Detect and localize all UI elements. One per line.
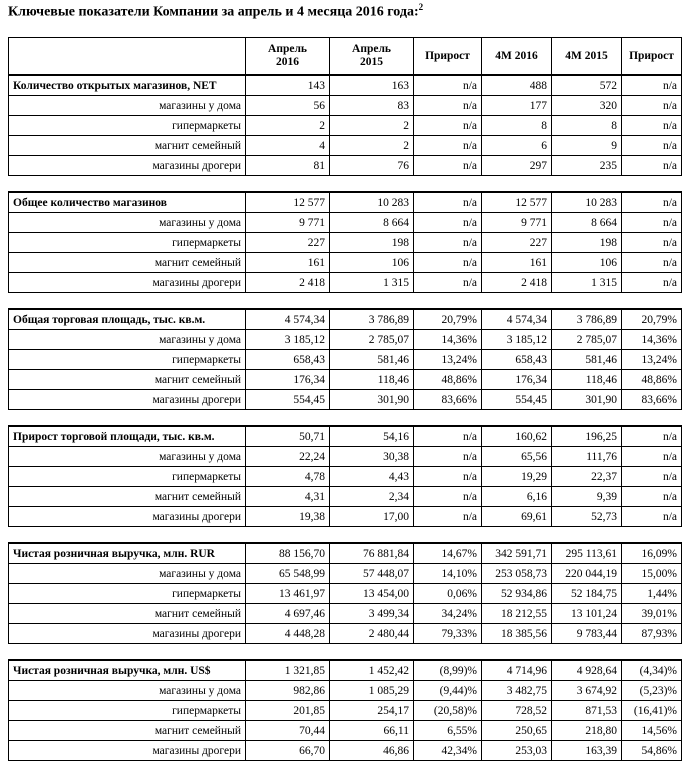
value-cell: 54,86% [622, 741, 682, 761]
value-cell: 220 044,19 [552, 564, 622, 584]
value-cell: 4,31 [246, 487, 330, 507]
value-cell: 9 771 [246, 213, 330, 233]
table-row [9, 447, 682, 467]
value-cell: 3 786,89 [552, 309, 622, 330]
table-row [9, 156, 682, 176]
value-cell: 143 [246, 75, 330, 96]
value-cell: n/a [622, 192, 682, 213]
table-row [9, 584, 682, 604]
value-cell: 12 577 [246, 192, 330, 213]
value-cell: 4 574,34 [246, 309, 330, 330]
value-cell: 3 499,34 [330, 604, 414, 624]
table-row [9, 721, 682, 741]
value-cell: 18 385,56 [482, 624, 552, 644]
table-row [9, 390, 682, 410]
value-cell: (5,23)% [622, 681, 682, 701]
value-cell: 3 185,12 [246, 330, 330, 350]
key-indicators-table [8, 37, 682, 761]
value-cell: 1,44% [622, 584, 682, 604]
spacer-cell [9, 527, 682, 544]
column-header [330, 38, 414, 76]
value-cell: 1 452,42 [330, 660, 414, 681]
value-cell: 42,34% [414, 741, 482, 761]
value-cell: 2 785,07 [330, 330, 414, 350]
value-cell: 982,86 [246, 681, 330, 701]
value-cell: 297 [482, 156, 552, 176]
value-cell: 3 674,92 [552, 681, 622, 701]
value-cell: 2 [330, 116, 414, 136]
value-cell: n/a [622, 233, 682, 253]
row-label: магазины у дома [9, 330, 246, 350]
value-cell: 301,90 [552, 390, 622, 410]
section-spacer [9, 527, 682, 544]
row-label: гипермаркеты [9, 233, 246, 253]
value-cell: 14,36% [414, 330, 482, 350]
value-cell: 4 697,46 [246, 604, 330, 624]
section-total-row [9, 75, 682, 96]
value-cell: 70,44 [246, 721, 330, 741]
section-spacer [9, 644, 682, 661]
column-header-line: 2015 [360, 56, 383, 68]
value-cell: 57 448,07 [330, 564, 414, 584]
row-label: магазины у дома [9, 447, 246, 467]
table-row [9, 253, 682, 273]
table-row [9, 370, 682, 390]
value-cell: (16,41)% [622, 701, 682, 721]
value-cell: 50,71 [246, 426, 330, 447]
value-cell: 581,46 [330, 350, 414, 370]
value-cell: 118,46 [330, 370, 414, 390]
value-cell: n/a [622, 487, 682, 507]
header-corner [9, 38, 246, 76]
document-title: Ключевые показатели Компании за апрель и 4 месяца 2016 года:$^2$ [8, 2, 424, 20]
value-cell: n/a [622, 75, 682, 96]
value-cell: 235 [552, 156, 622, 176]
value-cell: 10 283 [552, 192, 622, 213]
value-cell: 48,86% [414, 370, 482, 390]
value-cell: 83 [330, 96, 414, 116]
value-cell: 20,79% [622, 309, 682, 330]
table-row [9, 701, 682, 721]
value-cell: 2 [246, 116, 330, 136]
value-cell: 48,86% [622, 370, 682, 390]
value-cell: 3 185,12 [482, 330, 552, 350]
value-cell: 554,45 [246, 390, 330, 410]
value-cell: 1 085,29 [330, 681, 414, 701]
column-header-line: 2016 [276, 56, 299, 68]
column-header: Прирост [414, 38, 482, 76]
column-header [246, 38, 330, 76]
value-cell: 658,43 [246, 350, 330, 370]
row-label: магазины у дома [9, 213, 246, 233]
section-total-row [9, 543, 682, 564]
value-cell: 2 480,44 [330, 624, 414, 644]
value-cell: 9,39 [552, 487, 622, 507]
value-cell: 118,46 [552, 370, 622, 390]
value-cell: 34,24% [414, 604, 482, 624]
value-cell: n/a [414, 213, 482, 233]
value-cell: 250,65 [482, 721, 552, 741]
value-cell: 6 [482, 136, 552, 156]
value-cell: 163 [330, 75, 414, 96]
table-row [9, 507, 682, 527]
value-cell: 17,00 [330, 507, 414, 527]
value-cell: 106 [552, 253, 622, 273]
value-cell: n/a [414, 116, 482, 136]
value-cell: 13 101,24 [552, 604, 622, 624]
spacer-cell [9, 293, 682, 310]
value-cell: 14,56% [622, 721, 682, 741]
value-cell: 15,00% [622, 564, 682, 584]
value-cell: n/a [622, 253, 682, 273]
value-cell: 4,78 [246, 467, 330, 487]
header-row [9, 38, 682, 76]
value-cell: 19,38 [246, 507, 330, 527]
table-row [9, 273, 682, 293]
value-cell: n/a [622, 273, 682, 293]
value-cell: 13 461,97 [246, 584, 330, 604]
value-cell: 79,33% [414, 624, 482, 644]
value-cell: 14,10% [414, 564, 482, 584]
value-cell: 295 113,61 [552, 543, 622, 564]
section-total-row [9, 192, 682, 213]
value-cell: 13,24% [622, 350, 682, 370]
value-cell: 4 448,28 [246, 624, 330, 644]
section-spacer [9, 410, 682, 427]
value-cell: n/a [414, 96, 482, 116]
value-cell: 2 418 [482, 273, 552, 293]
value-cell: 9 783,44 [552, 624, 622, 644]
value-cell: 176,34 [246, 370, 330, 390]
section-title: Общее количество магазинов [9, 192, 246, 213]
value-cell: 65 548,99 [246, 564, 330, 584]
spacer-cell [9, 176, 682, 193]
spacer-cell [9, 644, 682, 661]
value-cell: 46,86 [330, 741, 414, 761]
table-row [9, 116, 682, 136]
row-label: гипермаркеты [9, 467, 246, 487]
value-cell: 9 [552, 136, 622, 156]
section-title: Количество открытых магазинов, NET [9, 75, 246, 96]
value-cell: 2 785,07 [552, 330, 622, 350]
value-cell: 2,34 [330, 487, 414, 507]
column-header-line: Апрель [352, 43, 391, 55]
value-cell: 2 [330, 136, 414, 156]
value-cell: 9 771 [482, 213, 552, 233]
value-cell: 12 577 [482, 192, 552, 213]
value-cell: 4 928,64 [552, 660, 622, 681]
value-cell: (4,34)% [622, 660, 682, 681]
value-cell: 76 [330, 156, 414, 176]
column-header: 4M 2016 [482, 38, 552, 76]
value-cell: 22,24 [246, 447, 330, 467]
value-cell: 83,66% [414, 390, 482, 410]
row-label: гипермаркеты [9, 350, 246, 370]
title-footnote-mark: 2 [418, 2, 424, 12]
value-cell: 66,11 [330, 721, 414, 741]
title-text: Ключевые показатели Компании за апрель и 4 месяца 2016 года [8, 4, 414, 20]
value-cell: 22,37 [552, 467, 622, 487]
value-cell: n/a [414, 75, 482, 96]
value-cell: 6,55% [414, 721, 482, 741]
table-row [9, 330, 682, 350]
section-spacer [9, 176, 682, 193]
value-cell: 6,16 [482, 487, 552, 507]
value-cell: n/a [414, 273, 482, 293]
value-cell: 69,61 [482, 507, 552, 527]
value-cell: n/a [414, 487, 482, 507]
column-header-line: Апрель [268, 43, 307, 55]
value-cell: 227 [246, 233, 330, 253]
row-label: магнит семейный [9, 370, 246, 390]
value-cell: 14,67% [414, 543, 482, 564]
value-cell: 54,16 [330, 426, 414, 447]
value-cell: 16,09% [622, 543, 682, 564]
value-cell: 18 212,55 [482, 604, 552, 624]
value-cell: n/a [622, 213, 682, 233]
value-cell: 14,36% [622, 330, 682, 350]
value-cell: 81 [246, 156, 330, 176]
row-label: гипермаркеты [9, 116, 246, 136]
row-label: магнит семейный [9, 487, 246, 507]
value-cell: 301,90 [330, 390, 414, 410]
table-row [9, 681, 682, 701]
table-body [9, 38, 682, 761]
table-row [9, 624, 682, 644]
value-cell: n/a [414, 233, 482, 253]
value-cell: 20,79% [414, 309, 482, 330]
value-cell: 342 591,71 [482, 543, 552, 564]
row-label: магазины у дома [9, 681, 246, 701]
value-cell: 218,80 [552, 721, 622, 741]
table-row [9, 487, 682, 507]
value-cell: 227 [482, 233, 552, 253]
value-cell: 8 664 [330, 213, 414, 233]
value-cell: (20,58)% [414, 701, 482, 721]
value-cell: 8 [482, 116, 552, 136]
value-cell: 728,52 [482, 701, 552, 721]
value-cell: 253 058,73 [482, 564, 552, 584]
table-row [9, 350, 682, 370]
table-row [9, 136, 682, 156]
row-label: магазины у дома [9, 564, 246, 584]
value-cell: n/a [622, 136, 682, 156]
value-cell: 554,45 [482, 390, 552, 410]
value-cell: 106 [330, 253, 414, 273]
section-title: Общая торговая площадь, тыс. кв.м. [9, 309, 246, 330]
value-cell: n/a [414, 426, 482, 447]
value-cell: 4 574,34 [482, 309, 552, 330]
row-label: магазины дрогери [9, 390, 246, 410]
value-cell: n/a [414, 192, 482, 213]
value-cell: 3 482,75 [482, 681, 552, 701]
value-cell: 65,56 [482, 447, 552, 467]
table-row [9, 96, 682, 116]
value-cell: 1 315 [552, 273, 622, 293]
value-cell: 111,76 [552, 447, 622, 467]
row-label: гипермаркеты [9, 584, 246, 604]
section-total-row [9, 660, 682, 681]
value-cell: 2 418 [246, 273, 330, 293]
value-cell: 3 786,89 [330, 309, 414, 330]
section-total-row [9, 309, 682, 330]
column-header: 4M 2015 [552, 38, 622, 76]
value-cell: 52 934,86 [482, 584, 552, 604]
value-cell: 4,43 [330, 467, 414, 487]
value-cell: 488 [482, 75, 552, 96]
section-total-row [9, 426, 682, 447]
value-cell: n/a [622, 447, 682, 467]
value-cell: 253,03 [482, 741, 552, 761]
value-cell: 4 714,96 [482, 660, 552, 681]
value-cell: n/a [622, 507, 682, 527]
value-cell: n/a [622, 426, 682, 447]
row-label: магазины дрогери [9, 624, 246, 644]
row-label: гипермаркеты [9, 701, 246, 721]
value-cell: 87,93% [622, 624, 682, 644]
spacer-cell [9, 410, 682, 427]
section-title: Прирост торговой площади, тыс. кв.м. [9, 426, 246, 447]
table-row [9, 213, 682, 233]
value-cell: 176,34 [482, 370, 552, 390]
row-label: магнит семейный [9, 604, 246, 624]
value-cell: 8 [552, 116, 622, 136]
row-label: магазины у дома [9, 96, 246, 116]
value-cell: 8 664 [552, 213, 622, 233]
value-cell: 161 [246, 253, 330, 273]
value-cell: 52,73 [552, 507, 622, 527]
value-cell: 163,39 [552, 741, 622, 761]
value-cell: 13 454,00 [330, 584, 414, 604]
row-label: магазины дрогери [9, 273, 246, 293]
row-label: магазины дрогери [9, 741, 246, 761]
value-cell: 10 283 [330, 192, 414, 213]
table-row [9, 233, 682, 253]
row-label: магазины дрогери [9, 156, 246, 176]
value-cell: 83,66% [622, 390, 682, 410]
value-cell: 0,06% [414, 584, 482, 604]
column-header: Прирост [622, 38, 682, 76]
section-spacer [9, 293, 682, 310]
value-cell: 198 [552, 233, 622, 253]
value-cell: n/a [414, 253, 482, 273]
value-cell: 658,43 [482, 350, 552, 370]
value-cell: 161 [482, 253, 552, 273]
value-cell: 52 184,75 [552, 584, 622, 604]
value-cell: 254,17 [330, 701, 414, 721]
value-cell: 1 315 [330, 273, 414, 293]
value-cell: n/a [414, 467, 482, 487]
value-cell: n/a [622, 96, 682, 116]
value-cell: 39,01% [622, 604, 682, 624]
value-cell: 30,38 [330, 447, 414, 467]
value-cell: n/a [414, 136, 482, 156]
value-cell: 88 156,70 [246, 543, 330, 564]
section-title: Чистая розничная выручка, млн. US$ [9, 660, 246, 681]
row-label: магнит семейный [9, 721, 246, 741]
value-cell: n/a [622, 467, 682, 487]
value-cell: n/a [414, 447, 482, 467]
value-cell: 201,85 [246, 701, 330, 721]
section-title: Чистая розничная выручка, млн. RUR [9, 543, 246, 564]
value-cell: (9,44)% [414, 681, 482, 701]
value-cell: 66,70 [246, 741, 330, 761]
table-row [9, 564, 682, 584]
table-row [9, 604, 682, 624]
value-cell: 572 [552, 75, 622, 96]
value-cell: 160,62 [482, 426, 552, 447]
value-cell: 871,53 [552, 701, 622, 721]
value-cell: 4 [246, 136, 330, 156]
value-cell: 19,29 [482, 467, 552, 487]
value-cell: 13,24% [414, 350, 482, 370]
table-row [9, 467, 682, 487]
value-cell: n/a [622, 116, 682, 136]
value-cell: n/a [414, 507, 482, 527]
value-cell: (8,99)% [414, 660, 482, 681]
value-cell: 581,46 [552, 350, 622, 370]
value-cell: 177 [482, 96, 552, 116]
value-cell: 196,25 [552, 426, 622, 447]
value-cell: 320 [552, 96, 622, 116]
value-cell: 56 [246, 96, 330, 116]
value-cell: n/a [622, 156, 682, 176]
row-label: магнит семейный [9, 253, 246, 273]
value-cell: 76 881,84 [330, 543, 414, 564]
row-label: магнит семейный [9, 136, 246, 156]
value-cell: n/a [414, 156, 482, 176]
row-label: магазины дрогери [9, 507, 246, 527]
table-row [9, 741, 682, 761]
value-cell: 1 321,85 [246, 660, 330, 681]
value-cell: 198 [330, 233, 414, 253]
